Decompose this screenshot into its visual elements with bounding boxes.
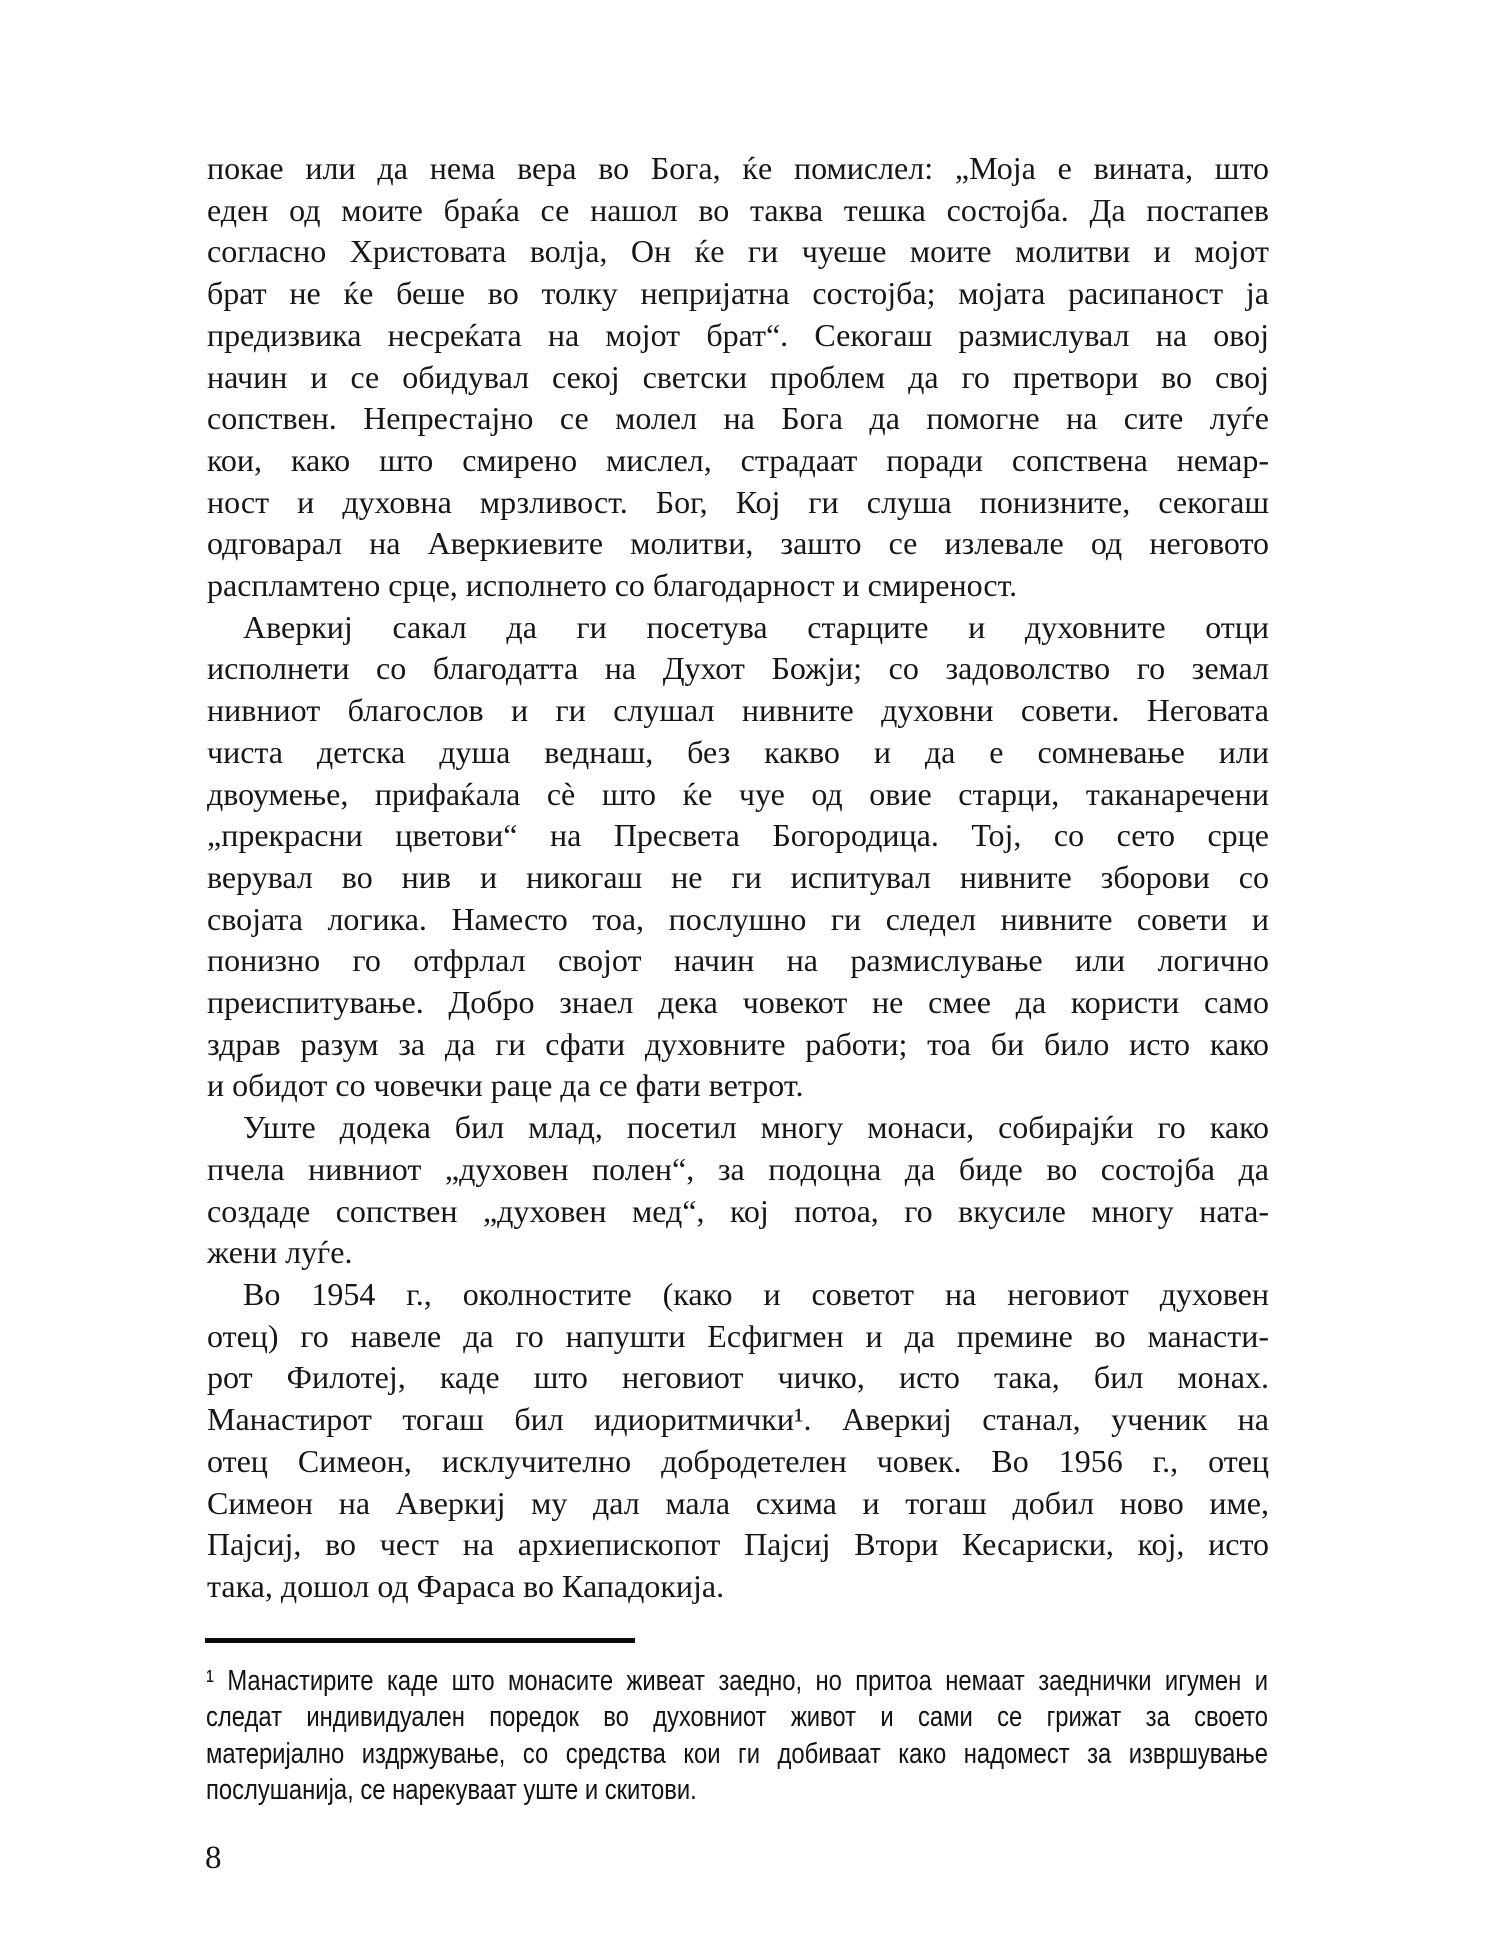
text-line: распламтено срце, исполнето со благодарност и смиреност. <box>207 567 1018 604</box>
paragraph <box>207 607 1269 1107</box>
text-line: Симеон на Аверкиј му дал мала схима и тогаш добил ново име, <box>207 1484 1269 1521</box>
text-line: отец Симеон, исклучително добродетелен човек. Во 1956 г., отец <box>207 1442 1269 1479</box>
text-line: ност и духовна мрзливост. Бог, Кој ги слуша понизните, секогаш <box>207 483 1269 520</box>
text-line: покае или да нема вера во Бога, ќе помислел: „Моја е вината, што <box>207 150 1269 186</box>
text-line: предизвика несреќата на мојот брат“. Секогаш размислувал на овој <box>207 316 1269 353</box>
text-line: чиста детска душа веднаш, без какво и да е сомневање или <box>207 733 1269 770</box>
text-line: Пајсиј, во чест на архиепископот Пајсиј Втори Кесариски, кој, исто <box>207 1526 1269 1563</box>
text-line: кои, како што смирено мислел, страдаат поради сопствена немар- <box>207 441 1269 478</box>
text-line: Во 1954 г., околностите (како и советот на неговиот духовен <box>243 1275 1269 1312</box>
body-text <box>207 148 1269 1608</box>
paragraph <box>207 1274 1269 1608</box>
text-line: здрав разум за да ги сфати духовните работи; тоа би било исто како <box>207 1025 1269 1062</box>
text-line: понизно го отфрлал својот начин на размислување или логично <box>207 942 1269 979</box>
paragraph <box>207 148 1269 607</box>
text-line: жени луѓе. <box>207 1234 353 1271</box>
text-line: Аверкиј сакал да ги посетува старците и духовните отци <box>243 608 1269 645</box>
text-line: „прекрасни цветови“ на Пресвета Богородица. Тој, со сето срце <box>207 817 1269 854</box>
footnote-line: следат индивидуален поредок во духовниот живот и сами се грижат за своето <box>206 1701 1268 1734</box>
paragraph <box>207 1107 1269 1274</box>
footnote-line: послушанија, се нарекуваат уште и скитови. <box>206 1773 697 1806</box>
text-line: нивниот благослов и ги слушал нивните духовни совети. Неговата <box>207 692 1269 729</box>
text-line: еден од моите браќа се нашол во таква тешка состојба. Да постапев <box>207 191 1269 228</box>
text-line: својата логика. Наместо тоа, послушно ги следел нивните совети и <box>207 900 1269 937</box>
text-line: преиспитување. Добро знаел дека човекот не смее да користи само <box>207 984 1269 1021</box>
text-line: и обидот со човечки раце да се фати ветрот. <box>207 1067 804 1104</box>
text-line: одговарал на Аверкиевите молитви, зашто се излевале од неговото <box>207 525 1269 562</box>
text-line: пчела нивниот „духовен полен“, за подоцна да биде во состојба да <box>207 1150 1269 1187</box>
footnote-line: материјално издржување, со средства кои ги добиваат како надомест за извршување <box>206 1737 1268 1770</box>
text-line: брат не ќе беше во толку непријатна состојба; мојата расипаност ја <box>207 275 1269 312</box>
text-line: двоумење, прифаќала сè што ќе чуе од овие старци, таканаречени <box>207 775 1269 812</box>
text-line: верувал во нив и никогаш не ги испитувал нивните зборови со <box>207 858 1269 895</box>
text-line: рот Филотеј, каде што неговиот чичко, исто така, бил монах. <box>207 1359 1269 1396</box>
text-line: Манастирот тогаш бил идиоритмички¹. Аверкиј станал, ученик на <box>207 1401 1269 1438</box>
text-line: согласно Христовата волја, Он ќе ги чуеше моите молитви и мојот <box>207 233 1269 270</box>
page-number: 8 <box>205 1840 222 1876</box>
footnote <box>206 1663 1268 1808</box>
text-line: Уште додека бил млад, посетил многу монаси, собирајќи го како <box>243 1109 1269 1146</box>
text-line: исполнети со благодатта на Духот Божји; со задоволство го земал <box>207 650 1269 687</box>
footnote-line: ¹ Манастирите каде што монасите живеат заедно, но притоа немаат заеднички игумен и <box>206 1665 1268 1697</box>
footnote-separator-rule <box>205 1638 635 1643</box>
text-line: отец) го навеле да го напушти Есфигмен и да премине во манасти- <box>207 1317 1269 1354</box>
text-line: начин и се обидувал секој светски проблем да го претвори во свој <box>207 358 1269 395</box>
text-line: така, дошол од Фараса во Кападокија. <box>207 1567 725 1604</box>
text-line: создаде сопствен „духовен мед“, кој потоа, го вкусиле многу ната- <box>207 1192 1269 1229</box>
text-line: сопствен. Непрестајно се молел на Бога да помогне на сите луѓе <box>207 400 1269 437</box>
